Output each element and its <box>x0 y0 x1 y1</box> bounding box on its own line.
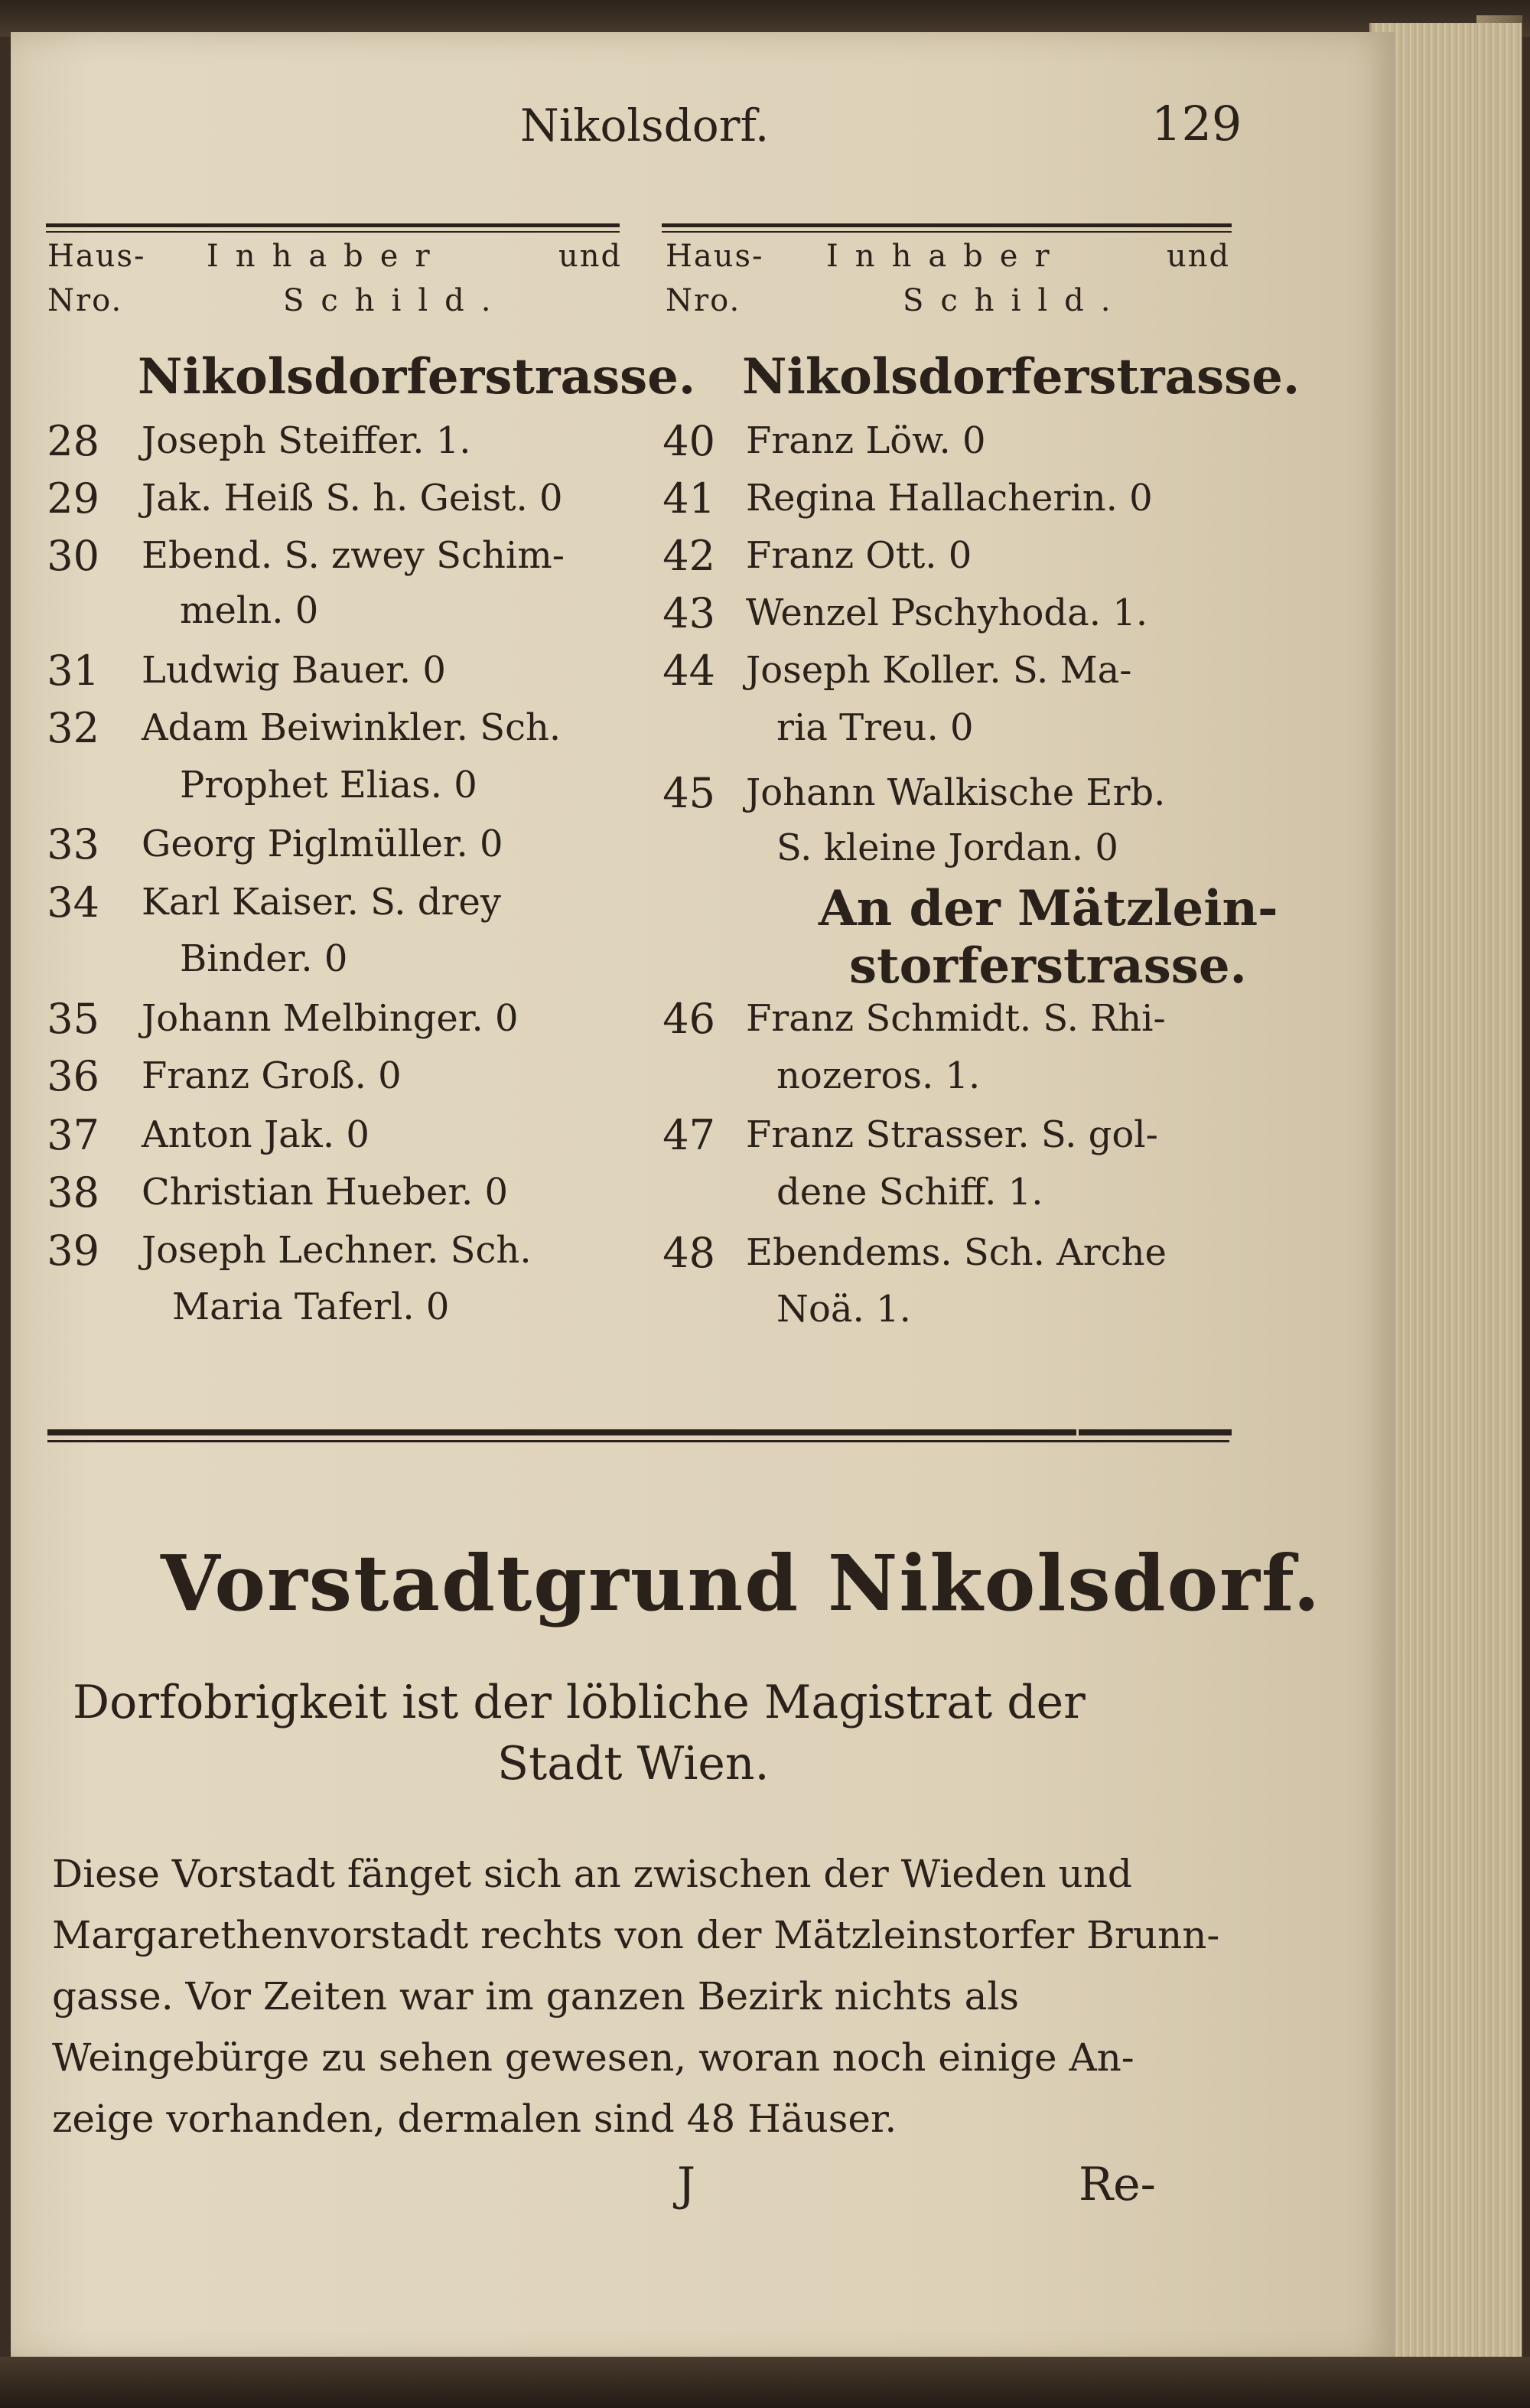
colhead-right-haus: Haus- <box>666 239 764 274</box>
running-title: Nikolsdorf. <box>520 99 770 152</box>
colhead-left-haus: Haus- <box>47 239 146 274</box>
house-number: 43 <box>662 589 715 637</box>
house-number: 37 <box>47 1111 99 1159</box>
entry-text: Ludwig Bauer. 0 <box>142 649 446 692</box>
section-rule-thin <box>47 1440 1229 1442</box>
house-number: 45 <box>662 769 715 817</box>
house-number: 42 <box>662 532 715 580</box>
entry-text: Joseph Steiffer. 1. <box>142 419 471 462</box>
colhead-left-nro: Nro. <box>47 283 123 318</box>
house-number: 46 <box>662 995 715 1043</box>
header-rule-left-thin <box>46 231 620 233</box>
entry-text: Prophet Elias. 0 <box>180 764 477 806</box>
colhead-right-nro: Nro. <box>666 283 741 318</box>
book-binding-top <box>0 0 1530 37</box>
house-number: 30 <box>47 532 99 580</box>
house-number: 35 <box>47 995 99 1043</box>
entry-text: Adam Beiwinkler. Sch. <box>142 706 562 749</box>
header-rule-right-thin <box>662 231 1232 233</box>
house-number: 28 <box>47 417 99 465</box>
section-rule-left <box>47 1429 1076 1435</box>
house-number: 40 <box>662 417 715 465</box>
entry-text: Maria Taferl. 0 <box>172 1285 450 1328</box>
colhead-right-und: und <box>1167 239 1231 274</box>
entry-text: Jak. Heiß S. h. Geist. 0 <box>142 477 563 520</box>
body-line: gasse. Vor Zeiten war im ganzen Bezirk nichts als <box>52 1974 1020 2019</box>
street-heading-right: Nikolsdorferstrasse. <box>742 348 1300 406</box>
body-line: Diese Vorstadt fänget sich an zwischen der Wieden und <box>52 1852 1132 1896</box>
entry-text: Franz Löw. 0 <box>746 419 986 462</box>
entry-text: Johann Walkische Erb. <box>746 771 1166 814</box>
entry-text: meln. 0 <box>180 589 319 632</box>
entry-text: ria Treu. 0 <box>776 706 974 749</box>
entry-text: Noä. 1. <box>776 1288 911 1331</box>
house-number: 32 <box>47 704 99 752</box>
entry-text: Binder. 0 <box>180 937 348 980</box>
house-number: 31 <box>47 647 99 695</box>
catchword: Re- <box>1079 2158 1156 2211</box>
entry-text: Anton Jak. 0 <box>142 1113 369 1156</box>
street-heading-left: Nikolsdorferstrasse. <box>138 348 696 406</box>
colhead-right-schild: Schild. <box>903 283 1128 318</box>
entry-text: Georg Piglmüller. 0 <box>142 823 503 865</box>
house-number: 47 <box>662 1111 715 1159</box>
header-rule-left <box>46 223 620 227</box>
colhead-left-und: und <box>558 239 623 274</box>
entry-text: Franz Schmidt. S. Rhi- <box>746 997 1166 1040</box>
house-number: 48 <box>662 1229 715 1277</box>
entry-text: S. kleine Jordan. 0 <box>776 826 1118 869</box>
house-number: 34 <box>47 878 99 927</box>
section-subtitle-cont: Stadt Wien. <box>497 1737 770 1791</box>
entry-text: Joseph Koller. S. Ma- <box>746 649 1132 692</box>
house-number: 39 <box>47 1227 99 1275</box>
house-number: 41 <box>662 474 715 523</box>
entry-text: Franz Groß. 0 <box>142 1054 402 1097</box>
entry-text: Wenzel Pschyhoda. 1. <box>746 591 1148 634</box>
house-number: 33 <box>47 820 99 868</box>
entry-text: Ebendems. Sch. Arche <box>746 1231 1167 1274</box>
entry-text: Johann Melbinger. 0 <box>142 997 519 1040</box>
house-number: 44 <box>662 647 715 695</box>
entry-text: Franz Ott. 0 <box>746 534 972 577</box>
body-line: Margarethenvorstadt rechts von der Mätzleinstorfer Brunn- <box>52 1913 1220 1957</box>
section-subtitle: Dorfobrigkeit ist der löbliche Magistrat der <box>73 1676 1086 1729</box>
section-rule-right <box>1079 1429 1232 1435</box>
street-heading-right-2-cont: storferstrasse. <box>849 937 1247 995</box>
colhead-right-inhaber: Inhaber <box>826 239 1066 274</box>
entry-text: Joseph Lechner. Sch. <box>142 1229 532 1272</box>
entry-text: Franz Strasser. S. gol- <box>746 1113 1158 1156</box>
entry-text: Ebend. S. zwey Schim- <box>142 534 565 577</box>
book-binding-bottom <box>0 2357 1530 2408</box>
house-number: 29 <box>47 474 99 523</box>
street-heading-right-2: An der Mätzlein- <box>819 880 1278 937</box>
signature-mark: J <box>677 2158 696 2211</box>
body-line: Weingebürge zu sehen gewesen, woran noch einige An- <box>52 2035 1134 2080</box>
section-title: Vorstadtgrund Nikolsdorf. <box>161 1538 1322 1628</box>
entry-text: dene Schiff. 1. <box>776 1171 1043 1214</box>
entry-text: Regina Hallacherin. 0 <box>746 477 1153 520</box>
entry-text: Christian Hueber. 0 <box>142 1171 509 1214</box>
colhead-left-inhaber: Inhaber <box>207 239 447 274</box>
entry-text: Karl Kaiser. S. drey <box>142 881 501 924</box>
header-rule-right <box>662 223 1232 227</box>
page-number: 129 <box>1151 96 1242 152</box>
house-number: 36 <box>47 1052 99 1100</box>
body-line: zeige vorhanden, dermalen sind 48 Häuser. <box>52 2097 897 2141</box>
entry-text: nozeros. 1. <box>776 1054 981 1097</box>
colhead-left-schild: Schild. <box>283 283 508 318</box>
house-number: 38 <box>47 1168 99 1217</box>
